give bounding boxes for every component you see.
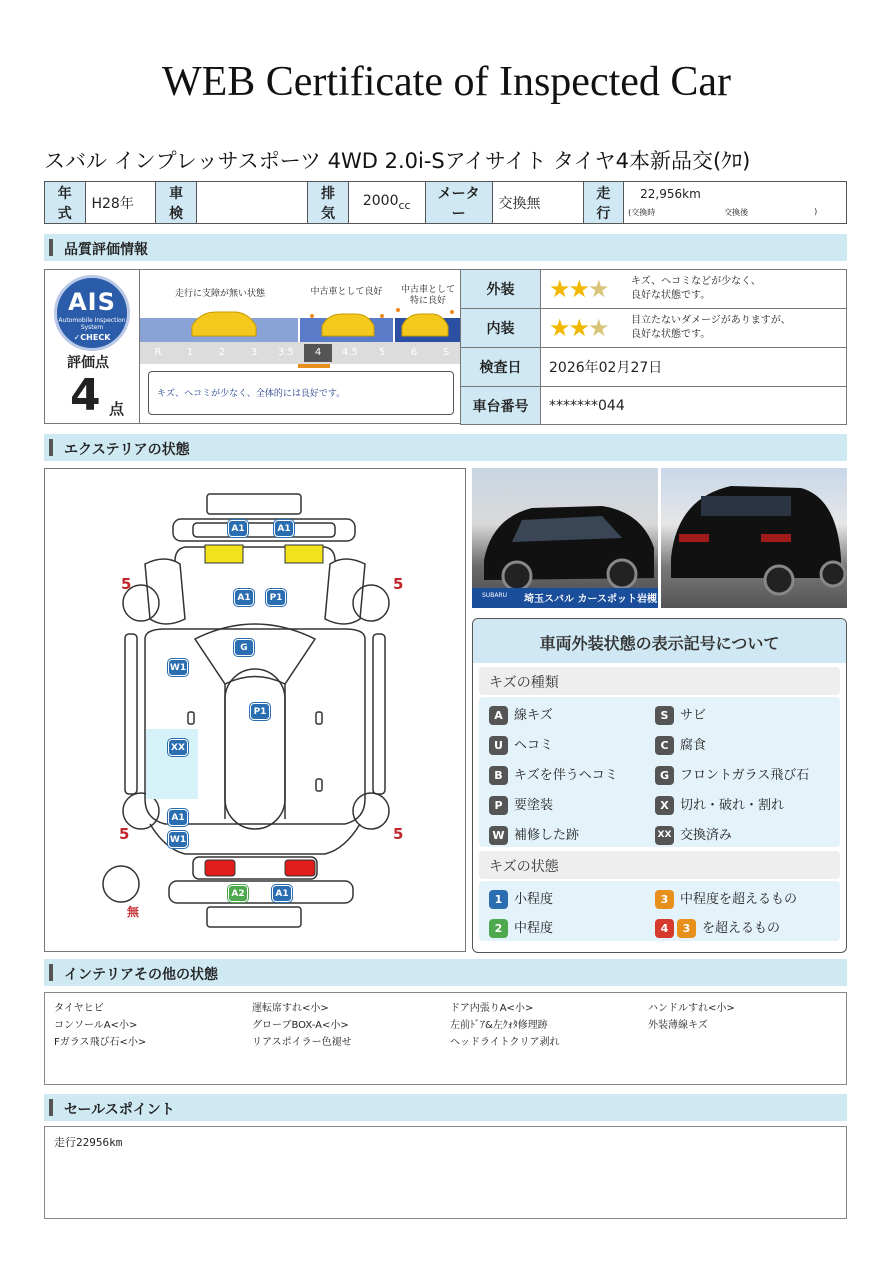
score-unit: 点	[109, 400, 125, 418]
interior-item: タイヤヒビ	[54, 1003, 104, 1014]
score-scale	[139, 269, 461, 424]
interior-item: 左前ﾄﾞｱ&左ｸｫﾀ修理跡	[450, 1020, 548, 1031]
photo-caption: 埼玉スバル カースポット岩槻	[524, 594, 657, 605]
scale-step: 1	[186, 347, 194, 358]
legend-type-icon: G	[655, 766, 674, 785]
tire-mark-front-right: 5	[393, 575, 404, 593]
year-value: H28年	[85, 182, 156, 224]
inspection-value	[196, 182, 307, 224]
inspection-date-label: 検査日	[461, 348, 541, 387]
score-panel	[44, 269, 140, 424]
scale-comment: キズ、ヘコミが少なく、全体的には良好です。	[148, 371, 454, 415]
legend-type	[489, 764, 618, 785]
interior-item: コンソールA<小>	[54, 1020, 138, 1031]
interior-notes	[44, 992, 847, 1085]
scale-step: R	[154, 347, 162, 358]
legend-type-label: 交換済み	[680, 828, 733, 843]
interior-rating-text-1: 目立たないダメージがありますが、	[631, 315, 791, 326]
damage-badge: P1	[250, 703, 270, 720]
legend-type-label: キズを伴うヘコミ	[514, 768, 618, 783]
scale-head-left: 走行に支障が無い状態	[174, 289, 265, 299]
scale-step: 3.5	[278, 347, 294, 358]
legend-type-icon: P	[489, 796, 508, 815]
legend-state-icon: 1	[489, 890, 508, 909]
page-title: WEB Certificate of Inspected Car	[161, 59, 732, 105]
mileage-cell	[624, 182, 847, 224]
displacement-cell	[348, 182, 425, 224]
legend-state-label: を超えるもの	[702, 921, 781, 936]
section-quality-bar	[44, 234, 847, 261]
inspection-label: 車検	[156, 182, 197, 224]
car-photo-rear-image	[661, 468, 847, 608]
interior-item: ヘッドライトクリア剥れ	[450, 1037, 560, 1048]
interior-item: Fガラス飛び石<小>	[54, 1037, 147, 1048]
scale-step: 4	[304, 344, 332, 362]
interior-item: グローブBOX-A<小>	[252, 1020, 349, 1031]
legend-state-label: 中程度を超えるもの	[680, 892, 798, 907]
damage-badge: A1	[274, 520, 294, 537]
legend-type-icon: W	[489, 826, 508, 845]
legend-type-icon: A	[489, 706, 508, 725]
legend-state	[489, 917, 553, 938]
section-exterior-bar	[44, 434, 847, 461]
year-label: 年式	[45, 182, 86, 224]
interior-rating-text-2: 良好な状態です。	[631, 329, 711, 340]
legend-type-icon: XX	[655, 826, 674, 845]
legend-states	[479, 881, 840, 941]
ais-check-text: CHECK	[80, 333, 111, 342]
legend-type	[655, 824, 732, 845]
legend-type	[489, 734, 553, 755]
tire-mark-front-left: 5	[121, 575, 132, 593]
sales-text: 走行22956km	[54, 1136, 123, 1149]
scale-active-marker	[298, 364, 330, 368]
spare-tire-mark: 無	[127, 905, 140, 919]
damage-badge: A1	[234, 589, 254, 606]
legend-types-heading: キズの種類	[479, 667, 840, 695]
exterior-rating-label: 外装	[461, 270, 541, 309]
interior-item: ハンドルすれ<小>	[648, 1003, 735, 1014]
legend-types	[479, 697, 840, 847]
ais-logo	[54, 275, 130, 351]
scale-step: S	[442, 347, 450, 358]
scale-head-mid: 中古車として良好	[310, 287, 383, 297]
legend-state	[489, 888, 553, 909]
section-exterior-title: エクステリアの状態	[64, 442, 190, 458]
legend-state-heading: キズの状態	[479, 851, 840, 879]
chassis-label: 車台番号	[461, 387, 541, 425]
legend-type-label: 補修した跡	[514, 828, 580, 843]
legend-type-label: 線キズ	[514, 708, 553, 723]
legend-state-icon: 4	[655, 919, 674, 938]
section-sales-bar	[44, 1094, 847, 1121]
meter-value: 交換無	[492, 182, 583, 224]
scale-step: 5	[378, 347, 386, 358]
legend-state-label: 中程度	[514, 921, 554, 936]
ais-check: ✓CHECK	[73, 333, 111, 342]
legend-type-label: サビ	[680, 708, 707, 723]
ais-logo-sub: Automobile Inspection System	[58, 317, 126, 331]
mileage-value: 22,956km	[640, 187, 701, 201]
legend-type	[655, 704, 706, 725]
interior-rating-label: 内装	[461, 309, 541, 348]
damage-badge: W1	[168, 831, 188, 848]
legend-type-icon: C	[655, 736, 674, 755]
exterior-half-star: ★	[588, 275, 608, 303]
interior-item: 運転席すれ<小>	[252, 1003, 329, 1014]
car-photo-rear	[661, 468, 847, 608]
car-name: スバル インプレッサスポーツ 4WD 2.0i-Sアイサイト タイヤ4本新品交(ｸﾛ)	[44, 149, 751, 173]
mileage-label: 走行	[583, 182, 624, 224]
section-quality-title: 品質評価情報	[64, 242, 148, 258]
score-value: 4	[70, 370, 101, 421]
legend-state-icon: 3	[655, 890, 674, 909]
scale-step: 6	[410, 347, 418, 358]
scale-head-right-2: 特に良好	[409, 296, 446, 306]
legend-type-label: 腐食	[680, 738, 707, 753]
legend-type-label: フロントガラス飛び石	[680, 768, 810, 783]
car-photo-front	[472, 468, 658, 608]
interior-item: リアスポイラー色褪せ	[252, 1037, 352, 1048]
interior-stars: ★★	[549, 314, 589, 342]
mileage-note-mid: 交換後	[724, 208, 749, 217]
rating-table	[460, 269, 847, 425]
damage-badge: G	[234, 639, 254, 656]
legend-state-label: 小程度	[514, 892, 554, 907]
sales-points	[44, 1126, 847, 1219]
damage-badge: A1	[272, 885, 292, 902]
legend-type-icon: X	[655, 796, 674, 815]
legend-type	[489, 794, 553, 815]
scale-steps	[144, 344, 460, 362]
legend-state	[655, 888, 797, 909]
car-illustrations	[140, 300, 462, 342]
interior-half-star: ★	[588, 314, 608, 342]
damage-badge: A1	[168, 809, 188, 826]
exterior-stars: ★★	[549, 275, 589, 303]
legend-type-label: 要塗装	[514, 798, 554, 813]
exterior-rating-text-1: キズ、ヘコミなどが少なく、	[631, 276, 761, 287]
displacement-value: 2000	[362, 193, 399, 210]
interior-item: ドア内張りA<小>	[450, 1003, 534, 1014]
legend-state-icon: 3	[677, 919, 696, 938]
legend-type-icon: S	[655, 706, 674, 725]
ais-logo-text: AIS	[68, 288, 116, 316]
section-sales-title: セールスポイント	[64, 1102, 175, 1118]
mileage-note-right: )	[814, 207, 818, 216]
damage-badge: A1	[228, 520, 248, 537]
legend-type-label: 切れ・破れ・割れ	[680, 798, 785, 813]
tire-mark-rear-right: 5	[393, 825, 404, 843]
damage-badge: XX	[168, 739, 188, 756]
legend-type	[655, 794, 784, 815]
legend-type	[655, 734, 706, 755]
inspection-date-value: 2026年02月27日	[541, 348, 847, 387]
damage-badge: A2	[228, 885, 248, 902]
mileage-note-left: (交換時	[628, 208, 656, 217]
legend-type	[489, 704, 553, 725]
legend-state-icon: 2	[489, 919, 508, 938]
legend-type-icon: B	[489, 766, 508, 785]
displacement-label: 排気	[308, 182, 349, 224]
interior-item: 外装薄線キズ	[648, 1020, 708, 1031]
legend-title: 車両外装状態の表示記号について	[473, 619, 846, 663]
damage-badge: W1	[168, 659, 188, 676]
damage-badge: P1	[266, 589, 286, 606]
legend-type	[655, 764, 809, 785]
legend-type-icon: U	[489, 736, 508, 755]
section-interior-bar	[44, 959, 847, 986]
spec-table	[44, 181, 847, 224]
interior-rating-cell	[541, 309, 847, 348]
damage-diagram	[44, 468, 466, 952]
legend-state	[655, 917, 780, 938]
score-label: 評価点	[67, 355, 109, 371]
exterior-rating-text-2: 良好な状態です。	[631, 290, 711, 301]
scale-step: 3	[250, 347, 258, 358]
chassis-value: *******044	[541, 387, 847, 425]
scale-step: 2	[218, 347, 226, 358]
section-interior-title: インテリアその他の状態	[64, 967, 218, 983]
displacement-unit: cc	[398, 198, 411, 212]
photo-brand: SUBARU	[482, 592, 507, 599]
legend-panel	[472, 618, 847, 953]
scale-step: 4.5	[342, 347, 358, 358]
legend-type	[489, 824, 579, 845]
legend-type-label: ヘコミ	[514, 738, 554, 753]
car-photo-front-image	[472, 468, 658, 608]
scale-head-right-1: 中古車として	[400, 285, 455, 295]
meter-label: メーター	[425, 182, 492, 224]
exterior-rating-cell	[541, 270, 847, 309]
tire-mark-rear-left: 5	[119, 825, 130, 843]
